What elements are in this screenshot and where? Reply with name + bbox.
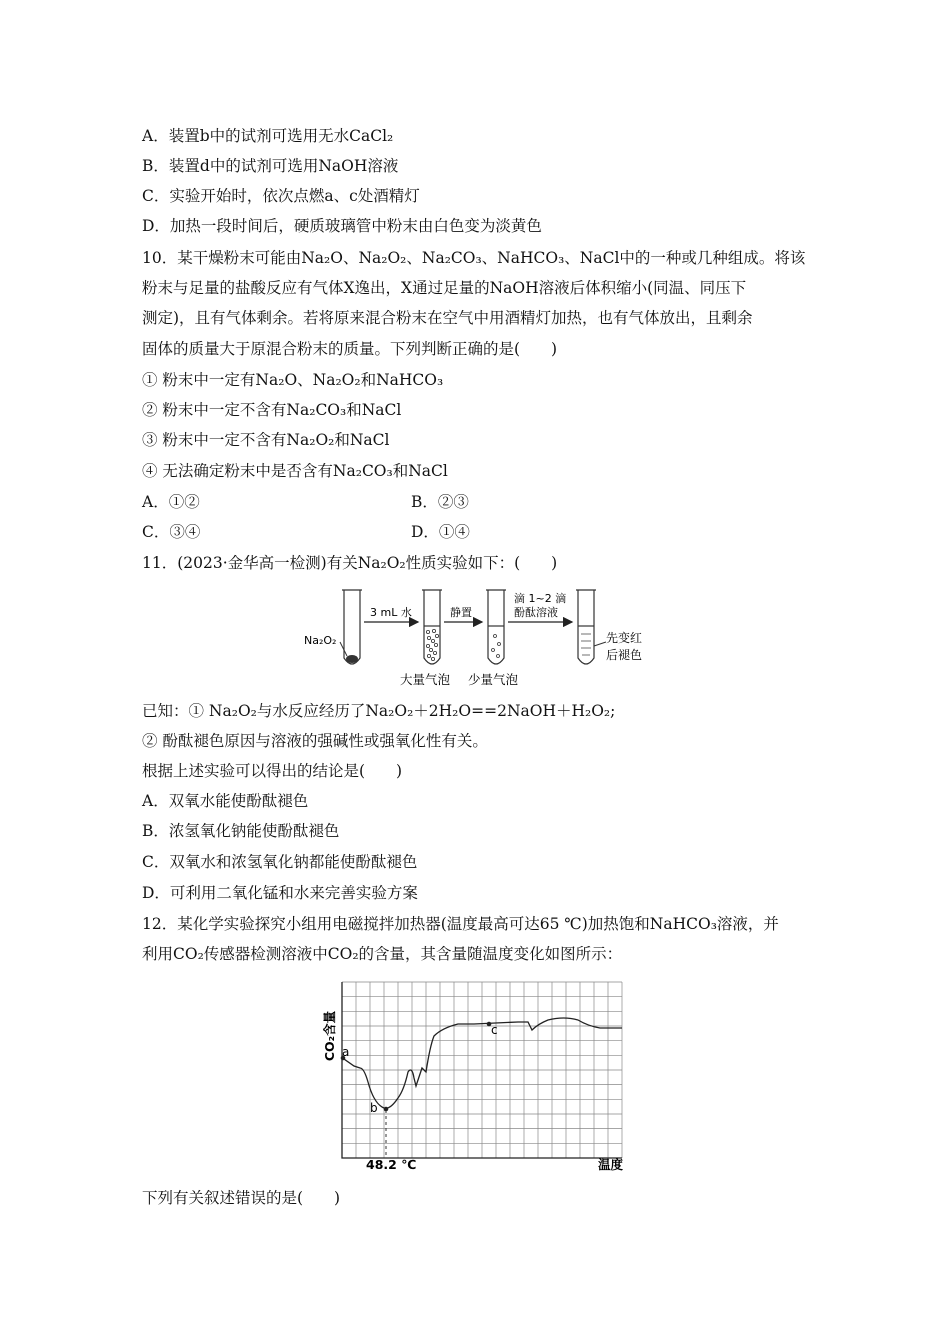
q9-option-c: C．实验开始时，依次点燃a、c处酒精灯 [142, 187, 420, 205]
q12-stem-line2: 利用CO₂传感器检测溶液中CO₂的含量，其含量随温度变化如图所示： [142, 945, 623, 963]
co2-temperature-chart [318, 976, 638, 1176]
q11-option-d: D．可利用二氧化锰和水来完善实验方案 [142, 884, 418, 902]
q11-option-a: A．双氧水能使酚酞褪色 [142, 792, 309, 810]
test-tube-3 [486, 590, 506, 664]
point-b [384, 1107, 389, 1112]
q10-stem-line1: 10．某干燥粉末可能由Na₂O、Na₂O₂、Na₂CO₃、NaHCO₃、NaCl中的一种或几种组成。将该 [142, 249, 806, 267]
q11-option-b: B．浓氢氧化钠能使酚酞褪色 [142, 822, 340, 840]
q11-known-1: 已知：① Na₂O₂与水反应经历了Na₂O₂＋2H₂O==2NaOH＋H₂O₂; [142, 702, 616, 720]
step-3-label-line1: 滴 1~2 滴 [514, 592, 567, 605]
q10-stem-line2: 粉末与足量的盐酸反应有气体X逸出，X通过足量的NaOH溶液后体积缩小(同温、同压下 [142, 279, 747, 297]
point-c-label: c [491, 1023, 498, 1037]
q11-known-2: ② 酚酞褪色原因与溶液的强碱性或强氧化性有关。 [142, 732, 488, 750]
result-label-line1: 先变红 [606, 631, 643, 645]
point-b-label: b [370, 1101, 378, 1115]
q9-option-a: A．装置b中的试剂可选用无水CaCl₂ [142, 127, 394, 145]
x-tick-label: 48.2 ℃ [366, 1157, 417, 1172]
step-3-label-line2: 酚酞溶液 [514, 606, 558, 619]
q11-option-c: C．双氧水和浓氢氧化钠都能使酚酞褪色 [142, 853, 418, 871]
q11-ask: 根据上述实验可以得出的结论是( ) [142, 762, 403, 780]
q12-stem-line1: 12．某化学实验探究小组用电磁搅拌加热器(温度最高可达65 ℃)加热饱和NaHCO₃溶液，并 [142, 915, 779, 933]
few-bubbles-label: 少量气泡 [468, 672, 519, 687]
q12-ask: 下列有关叙述错误的是( ) [142, 1189, 341, 1207]
q10-option-c: C．③④ [142, 523, 201, 541]
test-tube-2 [422, 590, 442, 664]
q9-option-b: B．装置d中的试剂可选用NaOH溶液 [142, 157, 399, 175]
q10-statement-2: ② 粉末中一定不含有Na₂CO₃和NaCl [142, 401, 402, 419]
point-a-label: a [342, 1045, 350, 1059]
q10-statement-1: ① 粉末中一定有Na₂O、Na₂O₂和NaHCO₃ [142, 371, 444, 389]
q10-stem-line3: 测定)，且有气体剩余。若将原来混合粉末在空气中用酒精灯加热，也有气体放出，且剩余 [142, 309, 753, 327]
q11-experiment-figure [300, 586, 660, 690]
test-tube-4 [576, 590, 596, 664]
few-bubbles [492, 635, 501, 658]
many-bubbles-label: 大量气泡 [400, 672, 451, 687]
q10-option-b: B．②③ [411, 493, 469, 511]
y-axis-label: CO₂含量 [322, 1010, 337, 1062]
step-1-label: 3 mL 水 [370, 606, 412, 619]
q10-statement-4: ④ 无法确定粉末中是否含有Na₂CO₃和NaCl [142, 462, 448, 480]
x-axis-label: 温度 [598, 1157, 624, 1172]
q10-statement-3: ③ 粉末中一定不含有Na₂O₂和NaCl [142, 431, 390, 449]
many-bubbles [426, 629, 438, 660]
step-2-label: 静置 [450, 606, 472, 619]
q10-option-a: A．①② [142, 493, 200, 511]
chart-grid [342, 982, 622, 1158]
q10-option-d: D．①④ [411, 523, 470, 541]
reagent-label: Na₂O₂ [304, 634, 337, 647]
result-label-line2: 后褪色 [606, 648, 643, 662]
q9-option-d: D．加热一段时间后，硬质玻璃管中粉末由白色变为淡黄色 [142, 217, 542, 235]
powder-sample [346, 655, 358, 663]
q10-stem-line4: 固体的质量大于原混合粉末的质量。下列判断正确的是( ) [142, 340, 558, 358]
q11-stem: 11．(2023·金华高一检测)有关Na₂O₂性质实验如下：( ) [142, 554, 558, 572]
